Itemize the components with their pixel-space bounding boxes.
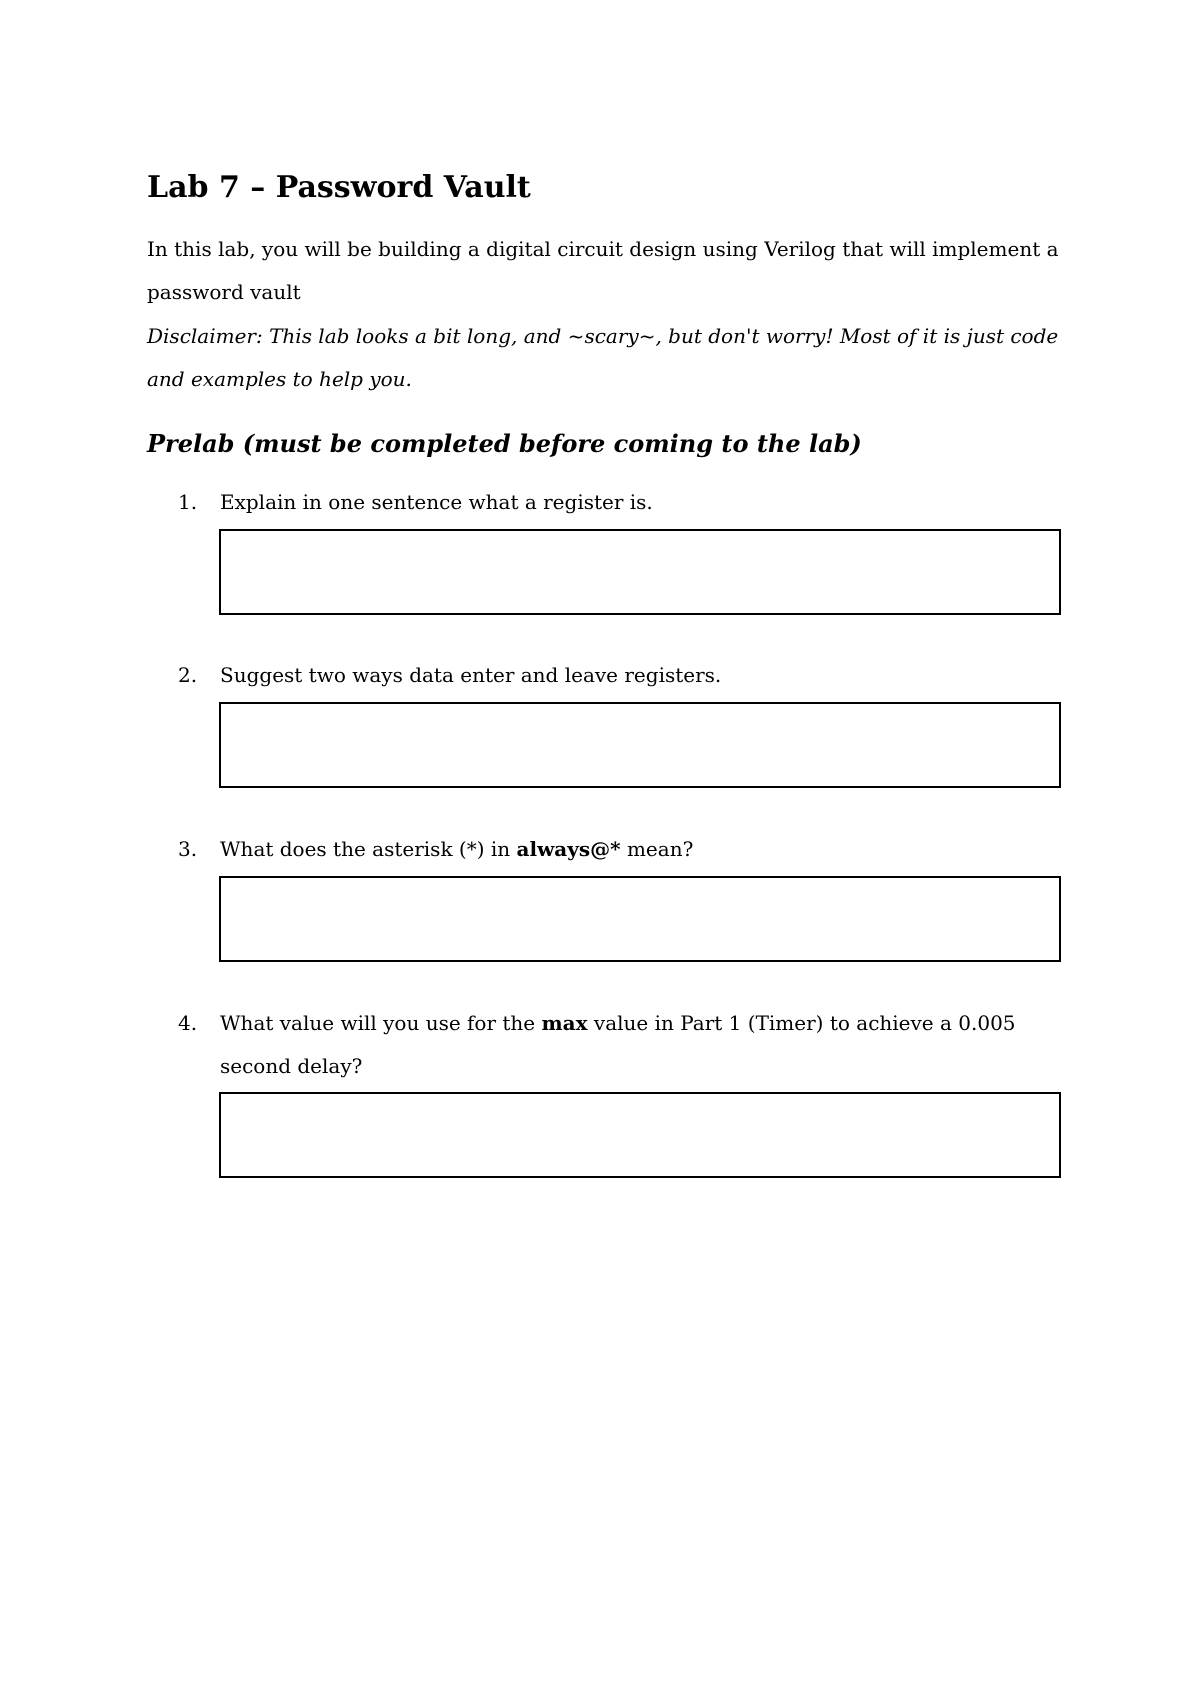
question-text-after: value in Part 1 (Timer) to achieve a 0.005 second delay? xyxy=(220,1011,1016,1078)
question-number: 2. xyxy=(178,663,198,687)
prelab-question-3 xyxy=(178,828,1068,871)
prelab-heading: Prelab (must be completed before coming to the lab) xyxy=(147,429,862,458)
answer-box-2[interactable] xyxy=(219,702,1061,788)
answer-box-3[interactable] xyxy=(219,876,1061,962)
disclaimer-paragraph: Disclaimer: This lab looks a bit long, and ~scary~, but don't worry! Most of it is just code and examples to help you. xyxy=(147,324,1059,391)
answer-box-1[interactable] xyxy=(219,529,1061,615)
prelab-question-2 xyxy=(178,654,1068,697)
question-text: Explain in one sentence what a register is. xyxy=(220,490,653,514)
question-number: 3. xyxy=(178,837,198,861)
page-title: Lab 7 – Password Vault xyxy=(147,170,531,205)
question-text-after: mean? xyxy=(620,837,694,861)
question-text xyxy=(220,1002,1068,1088)
question-text-keyword: always@* xyxy=(516,837,621,861)
answer-box-4[interactable] xyxy=(219,1092,1061,1178)
question-text-before: What value will you use for the xyxy=(220,1011,542,1035)
intro-paragraph: In this lab, you will be building a digital circuit design using Verilog that will implement a password vault xyxy=(147,237,1059,304)
question-text-keyword: max xyxy=(541,1011,588,1035)
question-number: 1. xyxy=(178,490,198,514)
question-text xyxy=(220,828,1068,871)
question-text-before: What does the asterisk (*) in xyxy=(220,837,517,861)
question-text: Suggest two ways data enter and leave registers. xyxy=(220,663,722,687)
prelab-question-1 xyxy=(178,481,1068,524)
question-number: 4. xyxy=(178,1011,198,1035)
prelab-question-4 xyxy=(178,1002,1068,1088)
